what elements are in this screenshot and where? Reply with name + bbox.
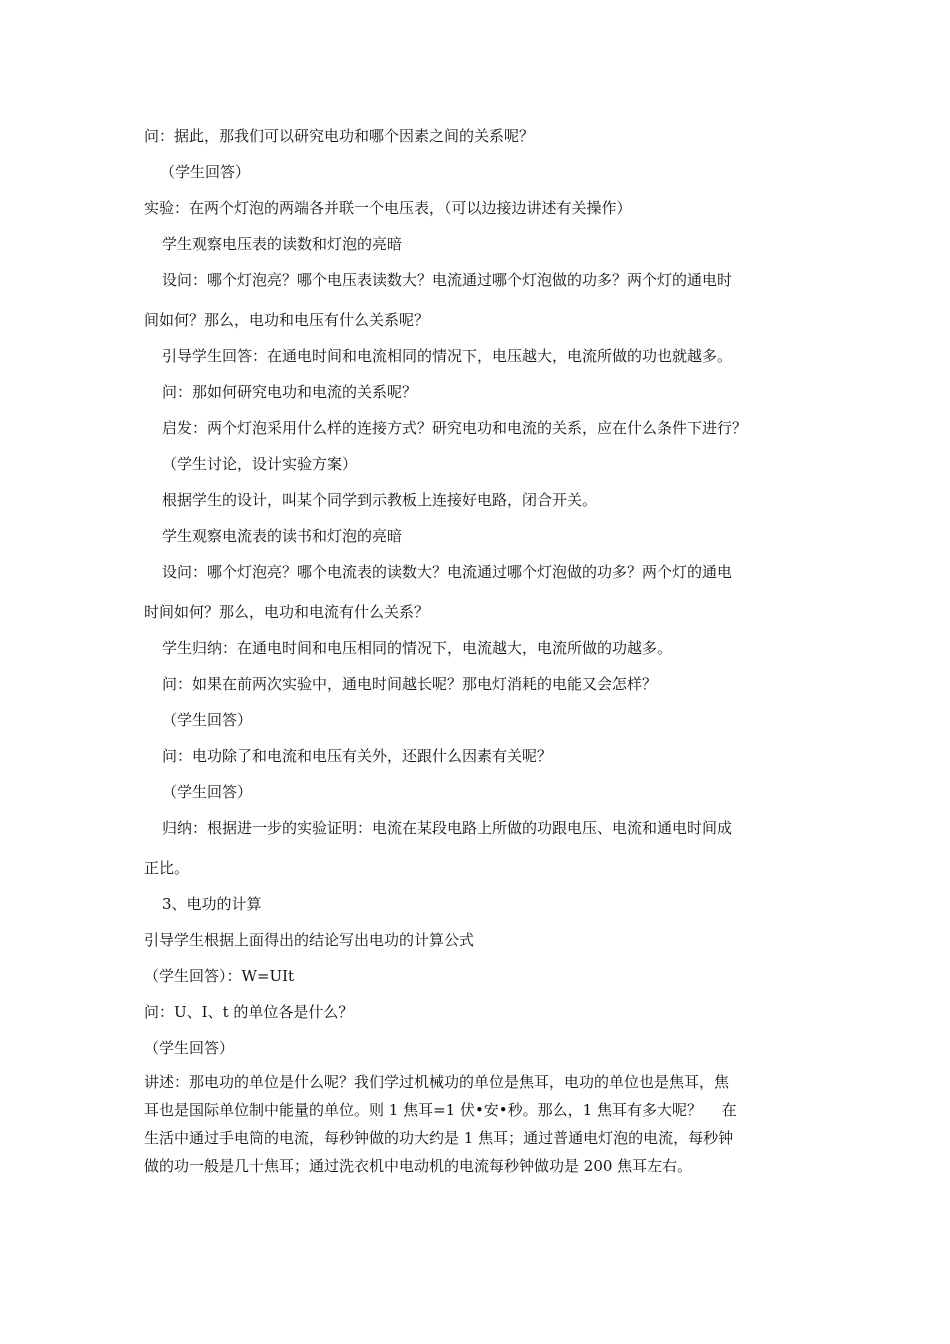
student-answer-line: （学生回答） [144, 1039, 235, 1057]
student-discussion-line: （学生讨论，设计实验方案） [162, 455, 358, 473]
student-answer-line: （学生回答） [162, 783, 253, 801]
question-line: 设问：哪个灯泡亮？哪个电流表的读数大？电流通过哪个灯泡做的功多？两个灯的通电 [162, 563, 733, 581]
question-continuation-line: 时间如何？那么，电功和电流有什么关系？ [144, 603, 430, 621]
summary-line: 学生归纳：在通电时间和电压相同的情况下，电流越大，电流所做的功越多。 [162, 639, 673, 657]
conclusion-line: 归纳：根据进一步的实验证明：电流在某段电路上所做的功跟电压、电流和通电时间成 [162, 819, 733, 837]
lecture-line: 耳也是国际单位制中能量的单位。则 1 焦耳=1 伏•安•秒。那么，1 焦耳有多大呢？ 在 [144, 1101, 737, 1119]
lecture-line: 生活中通过手电筒的电流，每秒钟做的功大约是 1 焦耳；通过普通电灯泡的电流，每秒钟 [144, 1129, 734, 1147]
student-answer-line: （学生回答） [160, 163, 251, 181]
procedure-line: 根据学生的设计，叫某个同学到示教板上连接好电路，闭合开关。 [162, 491, 598, 509]
hint-line: 启发：两个灯泡采用什么样的连接方式？研究电功和电流的关系，应在什么条件下进行？ [162, 419, 748, 437]
question-line: 设问：哪个灯泡亮？哪个电压表读数大？电流通过哪个灯泡做的功多？两个灯的通电时 [162, 271, 733, 289]
question-line: 问：那如何研究电功和电流的关系呢？ [162, 383, 418, 401]
lecture-line: 做的功一般是几十焦耳；通过洗衣机中电动机的电流每秒钟做功是 200 焦耳左右。 [144, 1157, 693, 1175]
observation-line: 学生观察电流表的读书和灯泡的亮暗 [162, 527, 403, 545]
question-continuation-line: 间如何？那么，电功和电压有什么关系呢？ [144, 311, 430, 329]
question-line: 问：如果在前两次实验中，通电时间越长呢？那电灯消耗的电能又会怎样？ [162, 675, 658, 693]
formula-line: （学生回答）：W=UIt [144, 967, 295, 985]
experiment-line: 实验：在两个灯泡的两端各并联一个电压表，（可以边接边讲述有关操作） [144, 199, 632, 217]
lecture-line: 讲述：那电功的单位是什么呢？我们学过机械功的单位是焦耳，电功的单位也是焦耳，焦 [144, 1073, 730, 1091]
guidance-line: 引导学生回答：在通电时间和电流相同的情况下，电压越大，电流所做的功也就越多。 [162, 347, 733, 365]
conclusion-continuation-line: 正比。 [144, 859, 190, 877]
guidance-line: 引导学生根据上面得出的结论写出电功的计算公式 [144, 931, 475, 949]
section-heading: 3、电功的计算 [162, 895, 262, 913]
student-answer-line: （学生回答） [162, 711, 253, 729]
question-line: 问：电功除了和电流和电压有关外，还跟什么因素有关呢？ [162, 747, 553, 765]
observation-line: 学生观察电压表的读数和灯泡的亮暗 [162, 235, 403, 253]
question-line: 问：U、I、t 的单位各是什么？ [144, 1003, 354, 1021]
question-line: 问：据此，那我们可以研究电功和哪个因素之间的关系呢？ [144, 127, 535, 145]
